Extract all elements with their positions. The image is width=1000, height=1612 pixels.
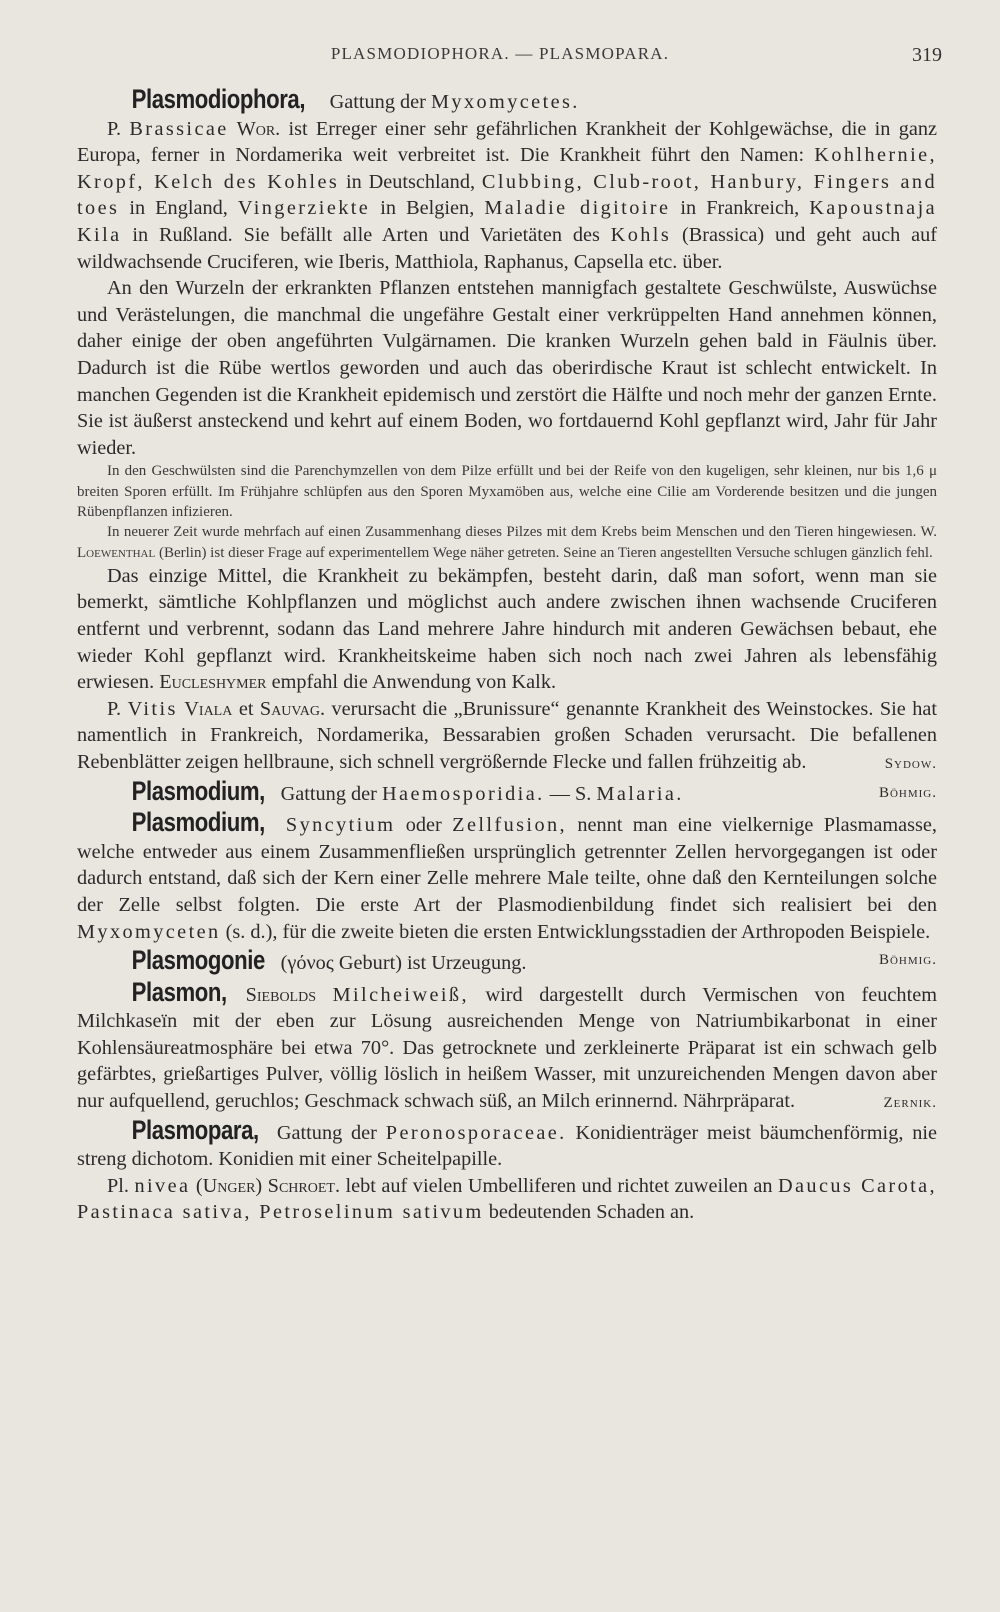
page-header (0, 44, 1000, 70)
author-name: Viala (184, 697, 233, 720)
text: — S. (544, 782, 597, 805)
page-number: 319 (912, 44, 942, 66)
text: bedeutenden Schaden an. (483, 1201, 695, 1224)
entry-plasmon (77, 976, 937, 1115)
text: in Frankreich, (670, 197, 810, 220)
lemma-plasmodiophora: Plasmodiophora, (131, 84, 306, 114)
text: Vingerziekte (237, 197, 371, 220)
paragraph-vitis (77, 696, 937, 776)
lemma-plasmopara: Plasmopara, (131, 1114, 259, 1145)
lemma-plasmodium: Plasmodium, (131, 807, 265, 838)
text: in England, (119, 197, 238, 220)
text: et (232, 697, 260, 720)
paragraph-wurzeln: An den Wurzeln der erkrankten Pflanzen entstehen mannigfach gestaltete Geschwülste, Auswüchse und Verästelungen, die manchmal die ungefähre Gestalt einer verkrüppelten Hand annehmen können, daher einige der oben angeführten Vulgärnamen. Die kranken Wurzeln gehen bald in Fäulnis über. Dadurch ist die Rübe wertlos geworden und auch das oberirdische Kraut ist schlecht entwickelt. In manchen Gegenden ist die Krankheit epidemisch und zerstört die Hälfte und noch mehr der ganzen Ernte. Sie ist äußerst ansteckend und kehrt auf einem Boden, wo fortdauernd Kohl gepflanzt wird, Jahr für Jahr wieder. (77, 277, 937, 459)
body-text (77, 86, 937, 1226)
author-abbrev: Wor. (228, 117, 281, 140)
text: P. (107, 117, 130, 140)
text: Daucus Carota, Pastinaca sativa, Petroselinum sativum (77, 1174, 938, 1224)
text: Haemosporidia. (382, 782, 545, 805)
text: Kohls (610, 223, 672, 246)
text: Maladie digitoire (484, 197, 671, 220)
signature: Böhmig. (878, 952, 937, 969)
lemma-plasmon: Plasmon, (131, 976, 227, 1007)
paragraph-nivea (77, 1173, 937, 1226)
text: Kapoustnaja Kila (77, 197, 938, 246)
text: Kohlhernie, Kropf, Kelch des Kohles (77, 144, 937, 193)
text: empfahl die Anwendung von Kalk. (266, 671, 557, 694)
text: Pl. (107, 1174, 135, 1197)
text: verursacht die „Brunissure“ genannte Krankheit des Weinstockes. Sie hat namentlich in Frankreich, Nordamerika, Bessarabien großen Schaden verursacht. Die befallenen Rebenblätter zeigen hellbraune, sich schnell vergrößernde Flecke und fallen frühzeitig ab. (77, 697, 938, 773)
entry-plasmodium-1 (77, 775, 937, 808)
signature: Zernik. (883, 1095, 937, 1112)
paragraph-brassicae (77, 116, 937, 276)
text: Myxomyceten (77, 920, 221, 943)
text: (Brassica) und geht auch auf wildwachsende Cruciferen, wie Iberis, Matthiola, Raphanus, Capsella etc. über. (77, 223, 937, 273)
lemma-plasmogonie: Plasmogonie (131, 945, 265, 976)
running-title: PLASMODIOPHORA. — PLASMOPARA. (330, 44, 670, 63)
text: Gattung der (324, 91, 431, 113)
entry-plasmodiophora (77, 86, 937, 116)
text: P. (107, 697, 128, 720)
author-name: Siebolds (245, 983, 316, 1006)
text: Milcheiweiß, (332, 983, 469, 1006)
small-paragraph-krebs (77, 522, 937, 563)
text: Gattung der (268, 1121, 386, 1144)
paragraph-mittel (77, 563, 937, 696)
text: nennt man eine vielkernige Plasmamasse, welche entweder aus einem Zusammenfließen ursprünglich getrennter Zellen hervorgegangen ist oder dadurch entstand, daß sich der Kern einer Zelle mehrere Male teilte, ohne daß den Kernteilungen solche der Zelle selbst folgten. Die erste Art der Plasmodienbildung findet sich realisiert bei den (77, 814, 937, 916)
text: ) (255, 1174, 268, 1197)
text: (s. d.), für die zweite bieten die ersten Entwicklungsstadien der Arthropoden Beispiele. (220, 920, 931, 943)
text: Vitis (127, 697, 178, 720)
small-paragraph-geschwuelste: In den Geschwülsten sind die Parenchymzellen von dem Pilze erfüllt und bei der Reife von den kugeligen, sehr kleinen, nur bis 1,6 μ breiten Sporen erfüllt. Im Frühjahre schlüpfen aus den Sporen Myxamöben aus, welche eine Cilie am Vorderende besitzen und die jungen Rübenpflanzen infizieren. (77, 463, 937, 520)
text: Das einzige Mittel, die Krankheit zu bekämpfen, besteht darin, daß man sofort, wenn man sie bemerkt, sämtliche Kohlpflanzen und möglichst auch andere zwischen ihnen wachsende Cruciferen entfernt und verbrennt, sodann das Land mehrere Jahre hindurch mit anderen Gewächsen bebaut, ehe wieder Kohl gepflanzt wird. Krankheitskeime haben sich noch nach zwei Jahren als lebensfähig erwiesen. (77, 564, 937, 694)
text: ( (190, 1174, 203, 1197)
author-name: Unger (202, 1174, 256, 1197)
text: wird dargestellt durch Vermischen von feuchtem Milchkaseïn mit der eben zur Lösung ausreichenden Menge von Natriumbikarbonat in einer Kohlensäureatmosphäre bei etwa 70°. Das getrocknete und zerkleinerte Präparat ist ein schwach gelb gefärbtes, grießartiges Pulver, völlig löslich in heißem Wasser, mit unzureichenden Mengen davon aber nur aufquellend, geruchlos; Geschmack schwach süß, an Milch erinnernd. Nährpräparat. (77, 983, 937, 1113)
entry-plasmopara (77, 1114, 937, 1173)
text: Konidienträger meist bäumchenförmig, nie streng dichotom. Konidien mit einer Scheitelpapille. (77, 1121, 937, 1171)
text: in Belgien, (370, 197, 485, 220)
text: ist Erreger einer sehr gefährlichen Krankheit der Kohlgewächse, die in ganz Europa, ferner in Nordamerika weit verbreitet ist. Die Krankheit führt den Namen: (77, 117, 937, 167)
text: lebt auf vielen Umbelliferen und richtet zuweilen an (340, 1174, 778, 1197)
text: Myxomycetes. (431, 91, 580, 113)
signature: Sydow. (884, 755, 937, 772)
text: nivea (134, 1174, 191, 1197)
author-name: Eucleshymer (159, 671, 267, 694)
signature: Böhmig. (878, 784, 937, 801)
author-name: Loewenthal (77, 544, 156, 561)
author-name: Sauvag. (259, 697, 326, 720)
text: Clubbing, Club-root, Hanbury, Fingers and toes (77, 170, 937, 220)
text: Malaria. (596, 782, 684, 805)
text: In neuerer Zeit wurde mehrfach auf einen Zusammenhang dieses Pilzes mit dem Krebs beim Menschen und den Tieren hingewiesen. W. (107, 524, 937, 541)
text: in Rußland. Sie befällt alle Arten und Varietäten des (121, 223, 611, 246)
text: oder (395, 814, 453, 837)
lemma-plasmodium: Plasmodium, (131, 775, 265, 806)
author-name: Schroet. (267, 1174, 341, 1197)
text: Syncytium (285, 814, 396, 837)
text: Peronosporaceae. (385, 1121, 567, 1144)
text: Gattung der (275, 782, 382, 805)
text: in Deutschland, (339, 170, 482, 193)
entry-plasmogonie (77, 947, 937, 977)
text: (Berlin) ist dieser Frage auf experimentellem Wege näher getreten. Seine an Tieren angestellten Versuche schlugen gänzlich fehl. (155, 544, 933, 561)
text: Brassicae (129, 117, 229, 140)
text: Zellfusion, (452, 814, 567, 837)
text: (γόνος Geburt) ist Urzeugung. (275, 952, 527, 975)
